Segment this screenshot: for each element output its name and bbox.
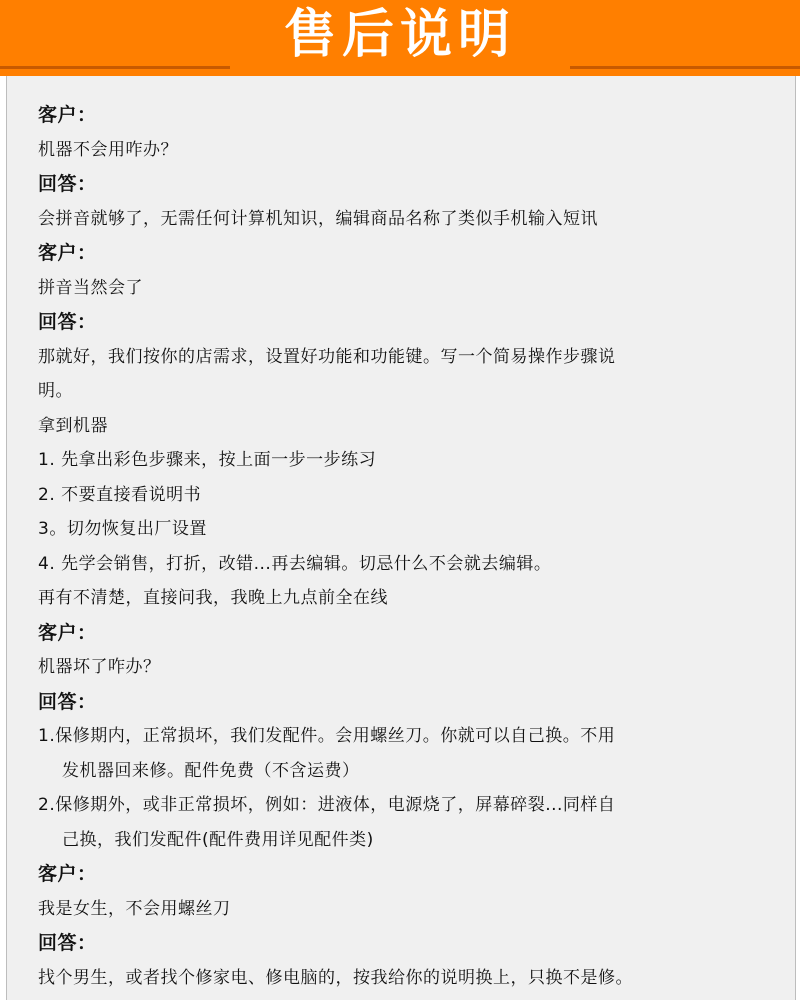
- faq-text-line: 2. 不要直接看说明书: [38, 484, 202, 505]
- faq-text-line: 拿到机器: [38, 415, 108, 436]
- faq-text-line: 机器坏了咋办？: [38, 657, 161, 677]
- speaker-label: 客户：: [38, 621, 97, 644]
- speaker-label: 回答：: [38, 311, 97, 333]
- faq-text-line: 拼音当然会了: [38, 277, 143, 298]
- speaker-label: 客户：: [38, 863, 97, 885]
- header-banner: [0, 0, 800, 76]
- faq-text-line: 找个男生，或者找个修家电、修电脑的，按我给你的说明换上，只换不是修。: [38, 967, 633, 988]
- speaker-label: 回答：: [38, 173, 97, 195]
- faq-text-line: 己换，我们发配件(配件费用详见配件类): [62, 829, 374, 850]
- speaker-label: 回答：: [38, 690, 97, 713]
- speaker-label: 客户：: [38, 104, 97, 126]
- banner-decoration-right: [570, 66, 800, 69]
- faq-text-line: 再有不清楚，直接问我，我晚上九点前全在线: [38, 588, 388, 608]
- faq-text-line: 2.保修期外，或非正常损坏，例如：进液体，电源烧了，屏幕碎裂...同样自: [38, 795, 616, 815]
- faq-text-line: 1. 先拿出彩色步骤来，按上面一步一步练习: [38, 450, 377, 470]
- faq-text-line: 机器不会用咋办？: [38, 139, 178, 160]
- faq-text-line: 那就好，我们按你的店需求，设置好功能和功能键。写一个简易操作步骤说: [38, 346, 616, 367]
- faq-text-line: 明。: [38, 381, 73, 401]
- faq-content: [38, 98, 778, 995]
- page-title: 售后说明: [283, 5, 516, 65]
- faq-text-line: 4. 先学会销售，打折，改错...再去编辑。切忌什么不会就去编辑。: [38, 553, 552, 574]
- faq-text-line: 3。切勿恢复出厂设置: [38, 519, 207, 539]
- speaker-label: 回答：: [38, 932, 97, 954]
- faq-text-line: 我是女生，不会用螺丝刀: [38, 898, 231, 919]
- faq-text-line: 发机器回来修。配件免费（不含运费）: [62, 760, 360, 781]
- faq-text-line: 会拼音就够了，无需任何计算机知识，编辑商品名称了类似手机输入短讯: [38, 208, 598, 229]
- speaker-label: 客户：: [38, 242, 97, 264]
- faq-text-line: 1.保修期内，正常损坏，我们发配件。会用螺丝刀。你就可以自己换。不用: [38, 726, 616, 746]
- banner-decoration-left: [0, 66, 230, 69]
